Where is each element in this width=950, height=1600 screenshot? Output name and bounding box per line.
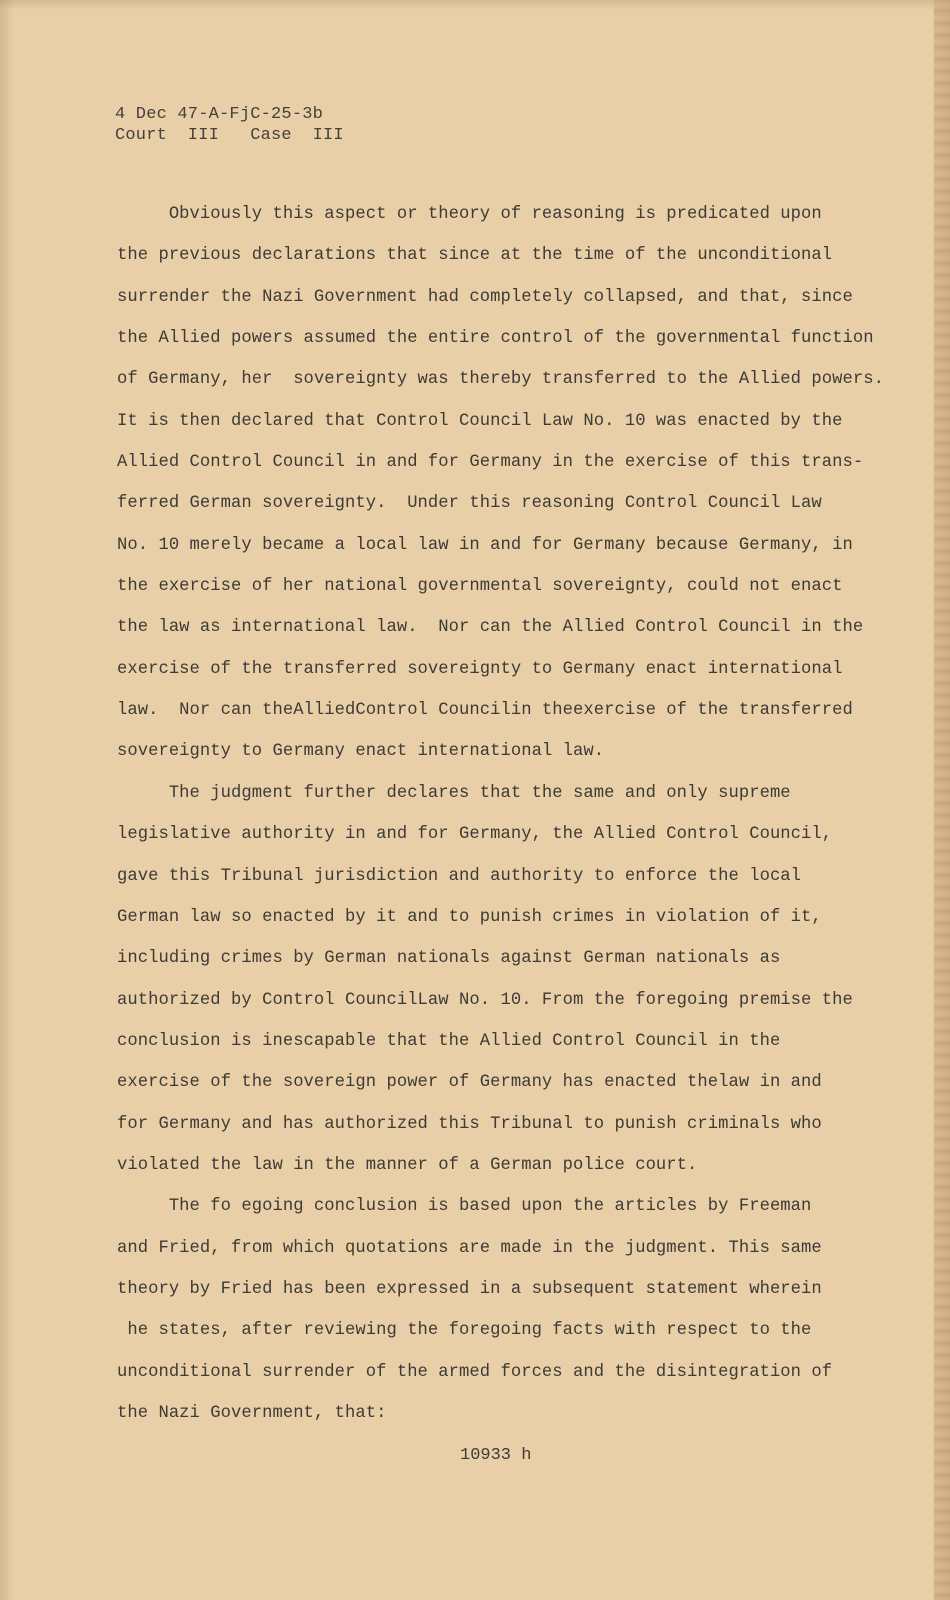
text-line: authorized by Control CouncilLaw No. 10. From the foregoing premise the: [117, 990, 853, 1010]
header-reference: 4 Dec 47-A-FjC-25-3b: [115, 105, 324, 124]
paper-edge: [934, 0, 950, 1600]
header-court-case: Court III Case III: [115, 126, 344, 145]
text-line: he states, after reviewing the foregoing facts with respect to the: [117, 1321, 812, 1341]
text-line: The judgment further declares that the same and only supreme: [117, 783, 791, 803]
text-line: the exercise of her national governmental sovereignty, could not enact: [117, 577, 843, 597]
page-number: 10933 h: [460, 1446, 532, 1465]
text-line: including crimes by German nationals against German nationals as: [117, 949, 781, 969]
text-line: ferred German sovereignty. Under this reasoning Control Council Law: [117, 494, 822, 514]
text-line: surrender the Nazi Government had completely collapsed, and that, since: [117, 287, 853, 307]
text-line: theory by Fried has been expressed in a subsequent statement wherein: [117, 1279, 822, 1299]
text-line: the Allied powers assumed the entire control of the governmental function: [117, 329, 874, 349]
text-line: It is then declared that Control Council Law No. 10 was enacted by the: [117, 411, 843, 431]
text-line: of Germany, her sovereignty was thereby transferred to the Allied powers.: [117, 370, 884, 390]
text-line: German law so enacted by it and to punish crimes in violation of it,: [117, 907, 822, 927]
text-line: violated the law in the manner of a German police court.: [117, 1155, 698, 1175]
text-line: No. 10 merely became a local law in and for Germany because Germany, in: [117, 535, 853, 555]
text-line: exercise of the sovereign power of Germany has enacted thelaw in and: [117, 1073, 822, 1093]
text-line: sovereignty to Germany enact international law.: [117, 742, 605, 762]
text-line: conclusion is inescapable that the Allied Control Council in the: [117, 1031, 781, 1051]
text-line: Obviously this aspect or theory of reasoning is predicated upon: [117, 205, 822, 224]
text-line: and Fried, from which quotations are made in the judgment. This same: [117, 1238, 822, 1258]
body-text: [117, 204, 887, 1444]
text-line: gave this Tribunal jurisdiction and authority to enforce the local: [117, 866, 802, 886]
text-line: exercise of the transferred sovereignty to Germany enact international: [117, 659, 843, 679]
text-line: the law as international law. Nor can the Allied Control Council in the: [117, 618, 864, 638]
text-line: the Nazi Government, that:: [117, 1403, 387, 1423]
text-line: Allied Control Council in and for Germany in the exercise of this trans-: [117, 453, 864, 473]
text-line: unconditional surrender of the armed forces and the disintegration of: [117, 1362, 833, 1382]
document-header: [115, 104, 344, 146]
text-line: The fo egoing conclusion is based upon the articles by Freeman: [117, 1197, 812, 1217]
text-line: the previous declarations that since at the time of the unconditional: [117, 246, 833, 266]
text-line: legislative authority in and for Germany, the Allied Control Council,: [117, 825, 833, 845]
text-line: for Germany and has authorized this Tribunal to punish criminals who: [117, 1114, 822, 1134]
text-line: law. Nor can theAlliedControl Councilin theexercise of the transferred: [117, 701, 853, 721]
